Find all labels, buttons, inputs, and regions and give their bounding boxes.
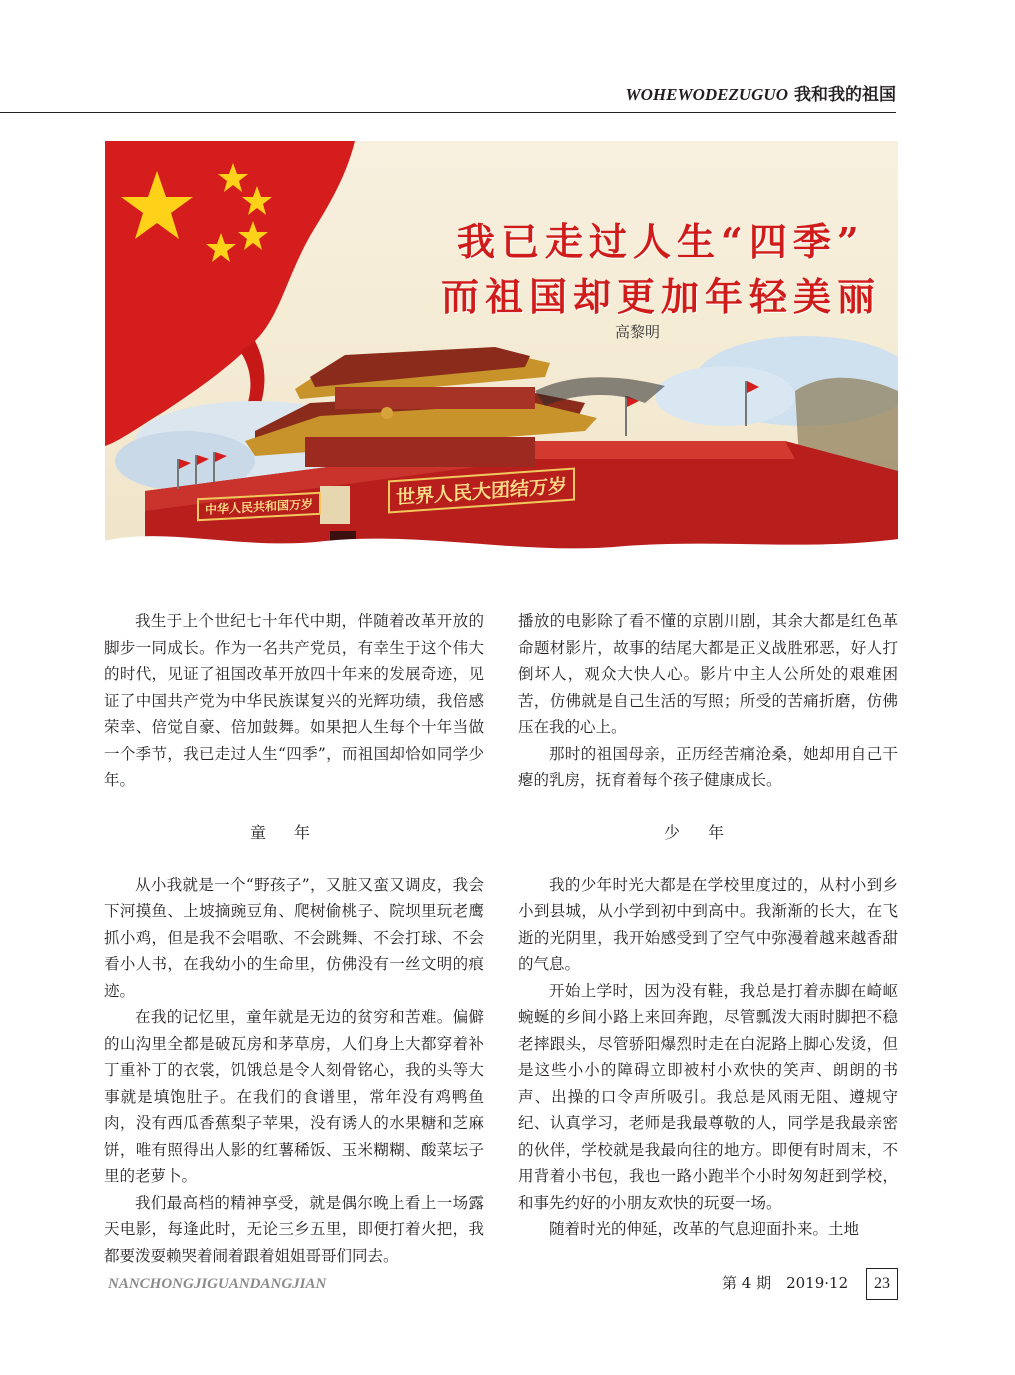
paragraph: 我生于上个世纪七十年代中期，伴随着改革开放的脚步一同成长。作为一名共产党员，有幸生于这个伟大的时代，见证了祖国改革开放四十年来的发展奇迹，见证了中国共产党为中华民族谋复兴的光辉功绩，我倍感荣幸、倍觉自豪、倍加鼓舞。如果把人生每个十年当做一个季节，我已走过人生“四季”，而祖国却恰如同学少年。 <box>104 612 484 789</box>
paragraph: 在我的记忆里，童年就是无边的贫穷和苦难。偏僻的山沟里全都是破瓦房和茅草房，人们身上大都穿着补丁重补丁的衣裳，饥饿总是令人刻骨铭心，我的头等大事就是填饱肚子。在我们的食谱里，常年没有鸡鸭鱼肉，没有西瓜香蕉梨子苹果，没有诱人的水果糖和芝麻饼，唯有照得出人影的红薯稀饭、玉米糊糊、酸菜坛子里的老萝卜。 <box>104 1008 484 1185</box>
paragraph: 开始上学时，因为没有鞋，我总是打着赤脚在崎岖蜿蜒的乡间小路上来回奔跑，尽管瓢泼大雨时脚把不稳老摔跟头，尽管骄阳爆烈时走在白泥路上脚心发烫，但是这些小小的障碍立即被村小欢快的笑声、朗朗的书声、出操的口令声所吸引。我总是风雨无阻、遵规守纪、认真学习，老师是我最尊敬的人，同学是我最亲密的伙伴，学校就是我最向往的地方。即便有时周末，不用背着小书包，我也一路小跑半个小时匆匆赶到学校，和事先约好的小朋友欢快的玩耍一场。 <box>518 981 898 1212</box>
article-title-line2: 而祖国却更加年轻美丽 <box>441 274 882 319</box>
footer-issue: 第 4 期 2019·12 <box>722 1274 849 1292</box>
header-en: WOHEWODEZUGUO <box>625 85 788 104</box>
header-text <box>626 80 896 105</box>
header-cn: 我和我的祖国 <box>794 85 896 105</box>
article-author: 高黎明 <box>615 323 661 341</box>
left-column <box>104 608 484 1269</box>
wall-slogan-small: 中华人民共和国万岁 <box>197 492 321 521</box>
section-heading-childhood: 童年 <box>249 822 338 842</box>
right-column <box>518 608 898 1243</box>
running-header <box>0 78 896 113</box>
paragraph: 从小我就是一个“野孩子”，又脏又蛮又调皮，我会下河摸鱼、上坡摘豌豆角、爬树偷桃子、院坝里玩老鹰抓小鸡，但是我不会唱歌、不会跳舞、不会打球、不会看小人书，在我幼小的生命里，仿佛没有一丝文明的痕迹。 <box>104 875 484 1000</box>
paragraph: 我的少年时光大都是在学校里度过的，从村小到乡小到县城，从小学到初中到高中。我渐渐的长大，在飞逝的光阴里，我开始感受到了空气中弥漫着越来越香甜的气息。 <box>518 875 898 973</box>
section-heading-youth: 少年 <box>663 822 752 842</box>
paragraph: 播放的电影除了看不懂的京剧川剧，其余大都是红色革命题材影片，故事的结尾大都是正义战胜邪恶，好人打倒坏人，观众大快人心。影片中主人公所处的艰难困苦，仿佛就是自己生活的写照；所受的苦痛折磨，仿佛压在我的心上。 <box>518 612 898 736</box>
paragraph: 我们最高档的精神享受，就是偶尔晚上看上一场露天电影，每逢此时，无论三乡五里，即便打着火把，我都要泼耍赖哭着闹着跟着姐姐哥哥们同去。 <box>104 1193 484 1265</box>
footer-publication: NANCHONGJIGUANDANGJIAN <box>108 1276 327 1292</box>
paragraph: 那时的祖国母亲，正历经苦痛沧桑，她却用自己干瘪的乳房，抚育着每个孩子健康成长。 <box>518 744 898 789</box>
wall-slogan-large: 世界人民大团结万岁 <box>388 467 575 513</box>
page-number: 23 <box>866 1268 898 1300</box>
article-title-line1: 我已走过人生“四季” <box>457 219 865 264</box>
paragraph: 随着时光的伸延，改革的气息迎面扑来。土地 <box>549 1220 860 1238</box>
article-banner <box>105 141 898 578</box>
